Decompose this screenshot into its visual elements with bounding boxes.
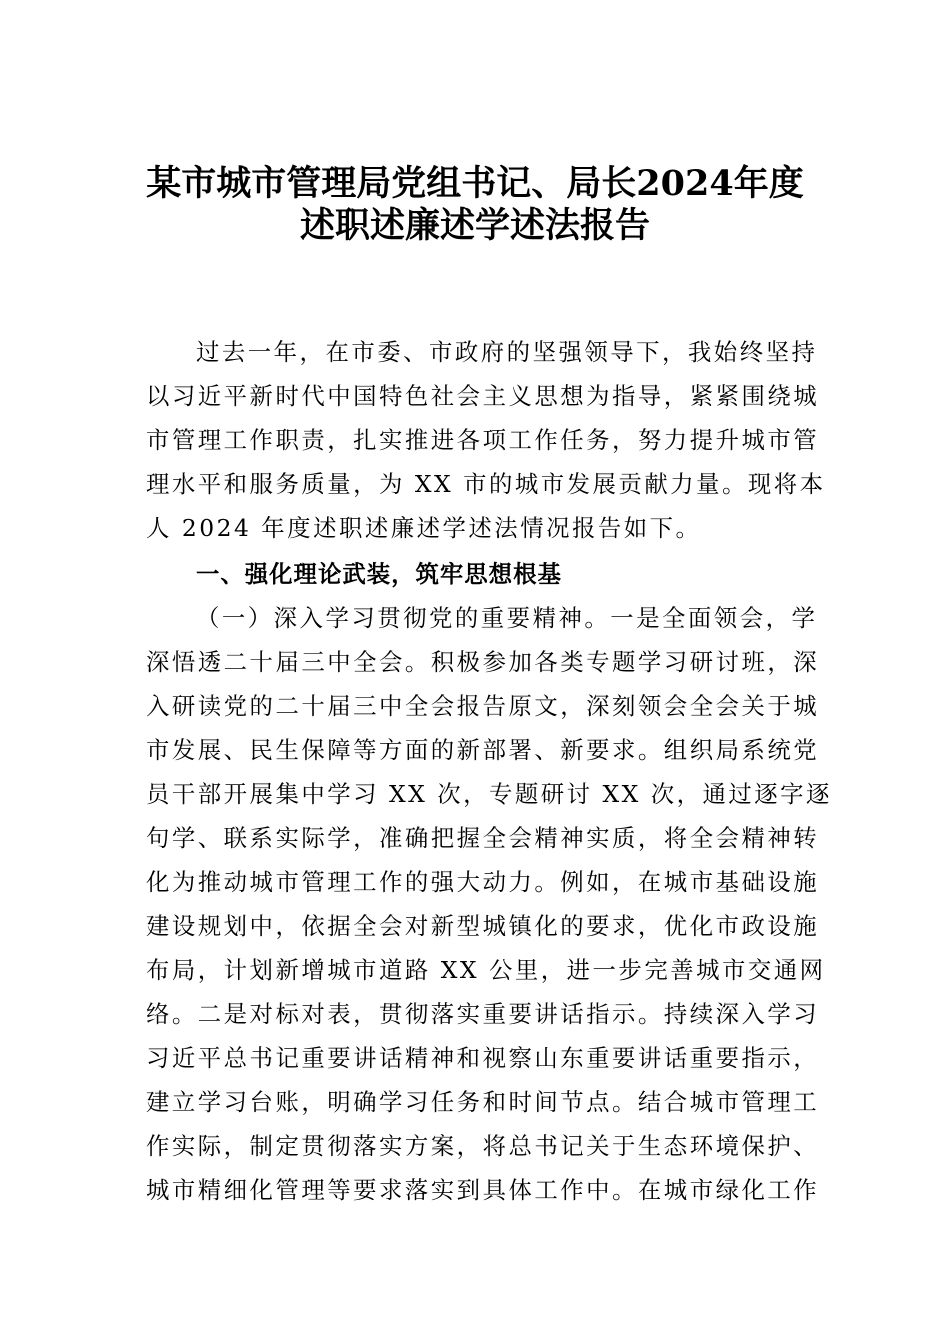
body-line: 建设规划中，依据全会对新型城镇化的要求，优化市政设施 [146, 912, 820, 940]
section-heading: 一、强化理论武装，筑牢思想根基 [196, 560, 562, 588]
body-line: 习近平总书记重要讲话精神和视察山东重要讲话重要指示， [146, 1044, 820, 1072]
body-line: 员干部开展集中学习 XX 次，专题研讨 XX 次，通过逐字逐 [146, 780, 832, 808]
body-line: 建立学习台账，明确学习任务和时间节点。结合城市管理工 [146, 1088, 820, 1116]
body-line: 络。二是对标对表，贯彻落实重要讲话指示。持续深入学习 [146, 1000, 820, 1028]
intro-line: 理水平和服务质量，为 XX 市的城市发展贡献力量。现将本 [146, 470, 826, 498]
body-line: 布局，计划新增城市道路 XX 公里，进一步完善城市交通网 [146, 956, 826, 984]
body-line: 深悟透二十届三中全会。积极参加各类专题学习研讨班，深 [146, 648, 820, 676]
body-line: 句学、联系实际学，准确把握全会精神实质，将全会精神转 [146, 824, 820, 852]
body-line: 作实际，制定贯彻落实方案，将总书记关于生态环境保护、 [146, 1132, 820, 1160]
intro-line: 过去一年，在市委、市政府的坚强领导下，我始终坚持 [196, 338, 818, 366]
intro-line: 以习近平新时代中国特色社会主义思想为指导，紧紧围绕城 [146, 382, 820, 410]
intro-line: 市管理工作职责，扎实推进各项工作任务，努力提升城市管 [146, 426, 820, 454]
intro-line: 人 2024 年度述职述廉述学述法情况报告如下。 [146, 514, 702, 542]
document-title-line-1: 某市城市管理局党组书记、局长2024年度 [146, 163, 804, 204]
body-line: 化为推动城市管理工作的强大动力。例如，在城市基础设施 [146, 868, 820, 896]
body-line: 市发展、民生保障等方面的新部署、新要求。组织局系统党 [146, 736, 820, 764]
body-line: 城市精细化管理等要求落实到具体工作中。在城市绿化工作 [146, 1176, 820, 1204]
body-line: 入研读党的二十届三中全会报告原文，深刻领会全会关于城 [146, 692, 820, 720]
document-title-line-2: 述职述廉述学述法报告 [299, 205, 650, 246]
body-line: （一）深入学习贯彻党的重要精神。一是全面领会，学 [196, 604, 818, 632]
